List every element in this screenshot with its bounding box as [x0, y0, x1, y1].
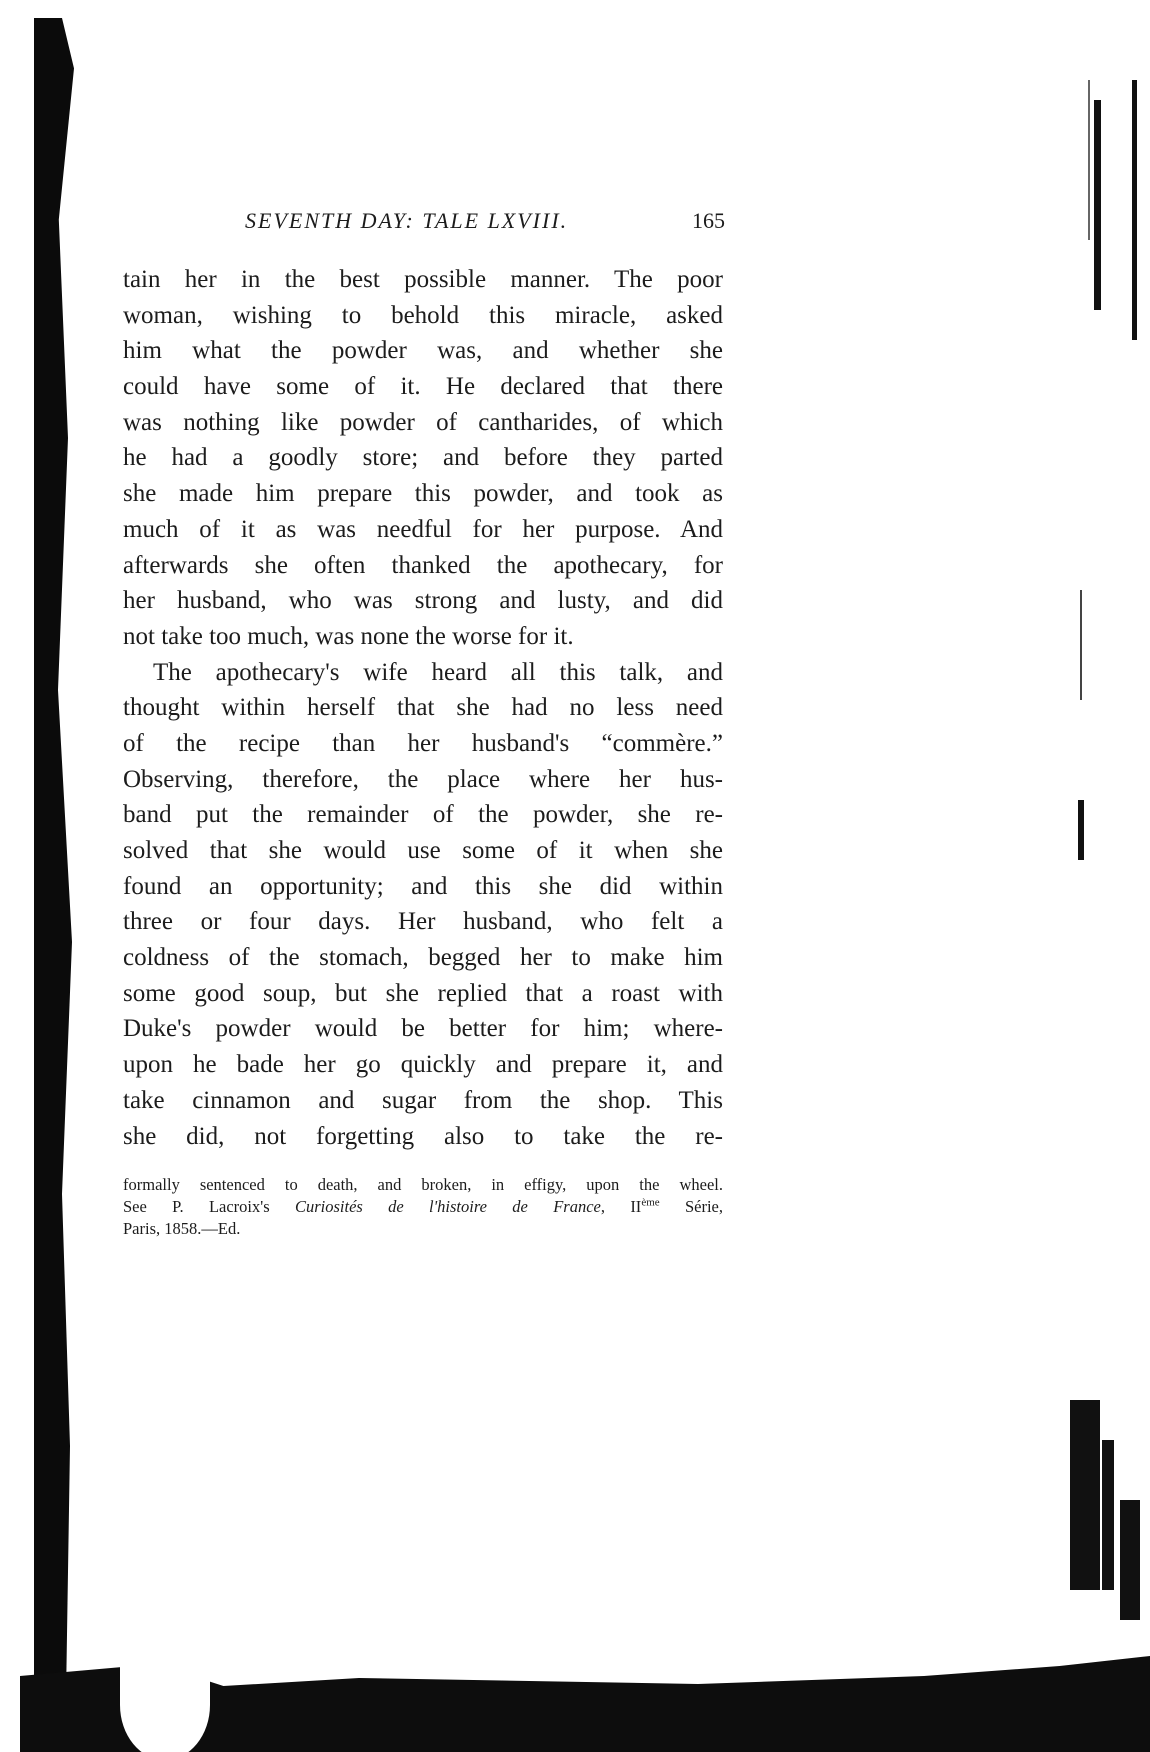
- text-line: some good soup, but she replied that a roast with: [123, 979, 723, 1007]
- scan-edge-bottom: [0, 1630, 1150, 1752]
- text-line: thought within herself that she had no less need: [123, 694, 723, 722]
- text-line: of the recipe than her husband's “commère.”: [123, 729, 723, 757]
- footnote-line: Paris, 1858.—Ed.: [123, 1219, 241, 1238]
- text-line: she made him prepare this powder, and took as: [123, 480, 723, 508]
- footnote-text: , II: [600, 1197, 642, 1216]
- footnote-line: formally sentenced to death, and broken, in effigy, upon the wheel.: [123, 1175, 723, 1194]
- running-title: SEVENTH DAY: TALE LXVIII.: [245, 208, 569, 233]
- text-line: afterwards she often thanked the apothecary, for: [123, 551, 723, 579]
- footnote-superscript: ème: [641, 1196, 660, 1209]
- footnote-line: [123, 1196, 723, 1218]
- text-line: Observing, therefore, the place where her hus-: [123, 765, 723, 793]
- text-line: he had a goodly store; and before they parted: [123, 444, 723, 472]
- text-line: band put the remainder of the powder, she re-: [123, 801, 723, 829]
- body-text: [123, 262, 723, 1154]
- text-line: could have some of it. He declared that there: [123, 373, 723, 401]
- running-header: [245, 208, 725, 248]
- text-line: woman, wishing to behold this miracle, asked: [123, 301, 723, 329]
- scan-edge-left: [34, 18, 74, 1698]
- text-line: take cinnamon and sugar from the shop. This: [123, 1086, 723, 1114]
- text-line: three or four days. Her husband, who felt a: [123, 908, 723, 936]
- text-line: solved that she would use some of it when she: [123, 837, 723, 864]
- footnote-book-title: Curiosités de l'histoire de France: [294, 1197, 601, 1216]
- text-line: her husband, who was strong and lusty, and did: [123, 587, 723, 615]
- text-line: Duke's powder would be better for him; where-: [123, 1015, 723, 1043]
- text-line: was nothing like powder of cantharides, of which: [123, 408, 723, 436]
- footnote-text: See P. Lacroix's: [123, 1197, 295, 1216]
- footnote: [123, 1174, 723, 1240]
- scan-edge-right: [1050, 80, 1140, 1680]
- text-line: she did, not forgetting also to take the re-: [123, 1122, 723, 1150]
- footnote-text: Série,: [659, 1197, 723, 1216]
- text-line: much of it as was needful for her purpose. And: [123, 515, 723, 543]
- text-line: tain her in the best possible manner. The poor: [123, 266, 723, 293]
- text-line: upon he bade her go quickly and prepare it, and: [123, 1051, 723, 1079]
- page-number: 165: [692, 208, 725, 233]
- text-line: coldness of the stomach, begged her to make him: [123, 944, 723, 972]
- text-line: The apothecary's wife heard all this talk, and: [153, 658, 723, 686]
- text-line: not take too much, was none the worse for it.: [123, 622, 574, 650]
- text-line: found an opportunity; and this she did within: [123, 872, 723, 900]
- text-line: him what the powder was, and whether she: [123, 337, 723, 365]
